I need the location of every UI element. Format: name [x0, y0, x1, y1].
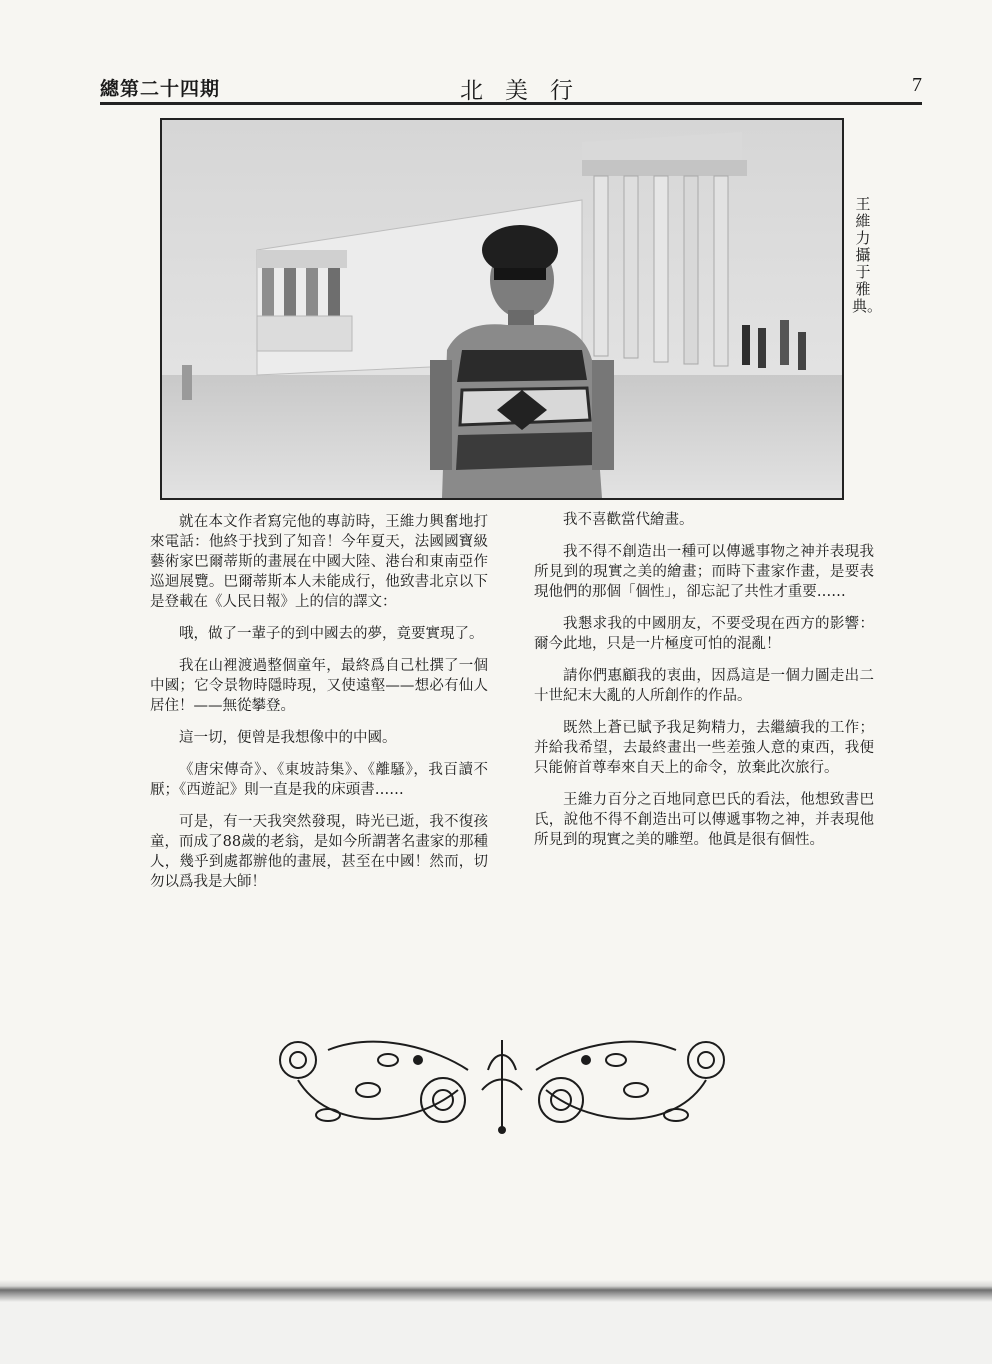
photo-caption: 王維力攝于雅典。 — [852, 195, 883, 315]
letter-paragraph-9: 請你們惠顧我的衷曲，因爲這是一個力圖走出二十世紀末大亂的人所創作的作品。 — [534, 668, 874, 704]
letter-paragraph-8: 我懇求我的中國朋友，不要受現在西方的影響：爾今此地，只是一片極度可怕的混亂！ — [534, 616, 874, 652]
right-column — [534, 510, 874, 862]
issue-number: 總第二十四期 — [100, 78, 221, 100]
letter-paragraph-10: 既然上蒼已賦予我足夠精力，去繼續我的工作；并給我希望，去最終畫出一些差強人意的東西，我便只能俯首尊奉來自天上的命令，放棄此次旅行。 — [534, 720, 874, 776]
letter-paragraph-7: 我不得不創造出一種可以傳遞事物之神并表現我所見到的現實之美的繪畫；而時下畫家作畫，是要表現他們的那個「個性」，卻忘記了共性才重要…… — [534, 544, 874, 600]
floral-ornament-icon — [268, 1030, 736, 1140]
page-number: 7 — [912, 74, 922, 96]
journal-title: 北美行 — [460, 78, 595, 104]
letter-paragraph-4: 《唐宋傳奇》、《東坡詩集》、《離騷》，我百讀不厭；《西遊記》則一直是我的床頭書…… — [150, 762, 488, 798]
letter-paragraph-5: 可是，有一天我突然發現，時光已逝，我不復孩童，而成了88歲的老翁，是如今所謂著名畫家的那種人，幾乎到處都辦他的畫展，甚至在中國！然而，切勿以爲我是大師！ — [150, 814, 488, 890]
closing-paragraph: 王維力百分之百地同意巴氏的看法，他想致書巴氏，說他不得不創造出可以傳遞事物之神，并表現他所見到的現實之美的雕塑。他眞是很有個性。 — [534, 792, 874, 848]
photo-illustration — [162, 120, 842, 498]
letter-paragraph-3: 這一切，便曾是我想像中的中國。 — [179, 730, 397, 746]
running-header — [100, 72, 922, 105]
left-column — [150, 512, 488, 904]
scan-edge — [0, 1280, 992, 1364]
letter-paragraph-2: 我在山裡渡過整個童年，最終爲自己杜撰了一個中國；它令景物時隱時現，又使遠壑——想必有仙人居住！——無從攀登。 — [150, 658, 488, 714]
photo-acropolis-portrait — [160, 118, 844, 500]
letter-paragraph-1: 哦，做了一輩子的到中國去的夢，竟要實現了。 — [179, 626, 484, 642]
letter-paragraph-6: 我不喜歡當代繪畫。 — [563, 512, 694, 528]
intro-paragraph: 就在本文作者寫完他的專訪時，王維力興奮地打來電話：他終于找到了知音！今年夏天，法國國寶級藝術家巴爾蒂斯的畫展在中國大陸、港台和東南亞作巡迴展覽。巴爾蒂斯本人未能成行，他致書北京以下是登載在《人民日報》上的信的譯文： — [150, 514, 488, 610]
